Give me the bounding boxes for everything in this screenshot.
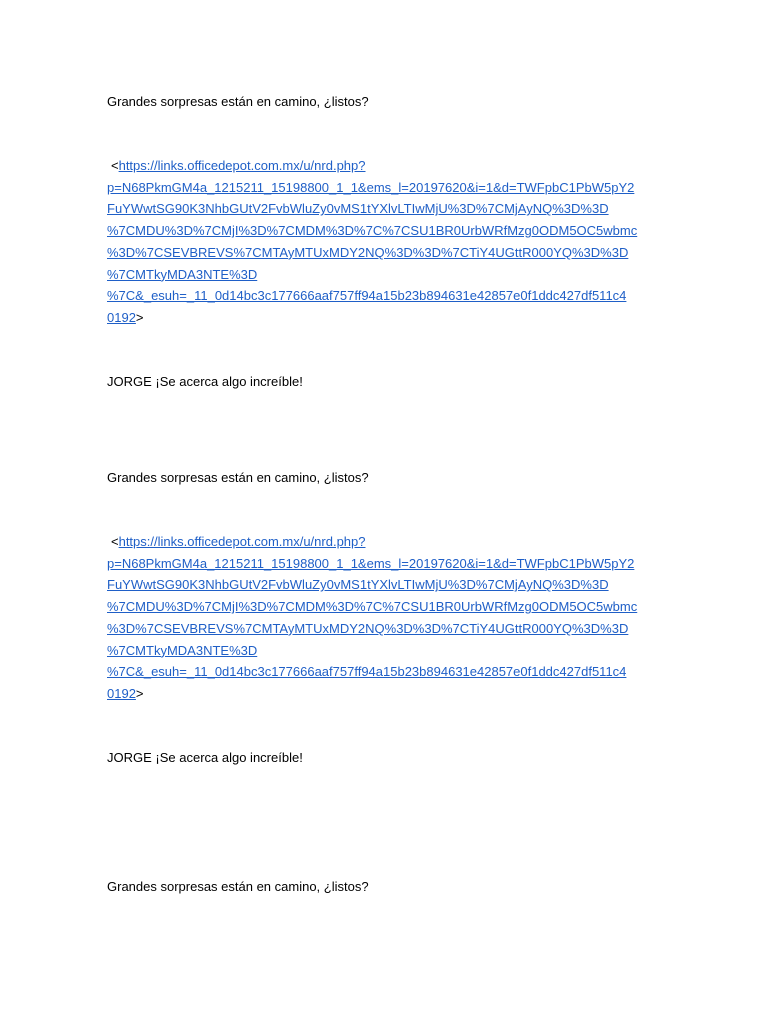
link-line: %7CMTkyMDA3NTE%3D	[107, 642, 258, 658]
officedepot-link-2[interactable]	[107, 534, 637, 701]
paragraph-teaser-1: Grandes sorpresas están en camino, ¿listos?	[107, 94, 369, 109]
link-line: p=N68PkmGM4a_1215211_15198800_1_1&ems_l=20197620&i=1&d=TWFpbC1PbW5pY2	[107, 179, 635, 195]
link-line: p=N68PkmGM4a_1215211_15198800_1_1&ems_l=20197620&i=1&d=TWFpbC1PbW5pY2	[107, 555, 635, 571]
link-line: FuYWwtSG90K3NhbGUtV2FvbWluZy0vMS1tYXlvLTIwMjU%3D%7CMjAyNQ%3D%3D	[107, 201, 609, 217]
paragraph-teaser-2: Grandes sorpresas están en camino, ¿listos?	[107, 470, 369, 485]
link-line: %3D%7CSEVBREVS%7CMTAyMTUxMDY2NQ%3D%3D%7CTiY4UGttR000YQ%3D%3D	[107, 620, 629, 636]
paragraph-teaser-3: Grandes sorpresas están en camino, ¿listos?	[107, 879, 369, 894]
link-line: https://links.officedepot.com.mx/u/nrd.php?	[118, 534, 366, 549]
link-paragraph-1	[107, 155, 667, 329]
link-line: 0192	[107, 685, 136, 701]
link-line: %7CMTkyMDA3NTE%3D	[107, 266, 258, 282]
paragraph-jorge-1: JORGE ¡Se acerca algo increíble!	[107, 374, 303, 389]
link-line: %7C&_esuh=_11_0d14bc3c177666aaf757ff94a15b23b894631e42857e0f1ddc427df511c4	[107, 288, 627, 304]
officedepot-link-1[interactable]	[107, 158, 637, 325]
link-line: 0192	[107, 309, 136, 325]
link-close-bracket: >	[135, 309, 144, 325]
link-line: %7C&_esuh=_11_0d14bc3c177666aaf757ff94a15b23b894631e42857e0f1ddc427df511c4	[107, 664, 627, 680]
link-close-bracket: >	[135, 685, 144, 701]
link-paragraph-2	[107, 531, 667, 705]
link-line: %7CMDU%3D%7CMjI%3D%7CMDM%3D%7C%7CSU1BR0UrbWRfMzg0ODM5OC5wbmc	[107, 223, 638, 239]
link-line: %3D%7CSEVBREVS%7CMTAyMTUxMDY2NQ%3D%3D%7CTiY4UGttR000YQ%3D%3D	[107, 244, 629, 260]
link-line: %7CMDU%3D%7CMjI%3D%7CMDM%3D%7C%7CSU1BR0UrbWRfMzg0ODM5OC5wbmc	[107, 599, 638, 615]
link-open-bracket: <	[111, 534, 119, 549]
link-line: FuYWwtSG90K3NhbGUtV2FvbWluZy0vMS1tYXlvLTIwMjU%3D%7CMjAyNQ%3D%3D	[107, 577, 609, 593]
link-open-bracket: <	[111, 158, 119, 173]
link-line: https://links.officedepot.com.mx/u/nrd.php?	[118, 158, 366, 173]
paragraph-jorge-2: JORGE ¡Se acerca algo increíble!	[107, 750, 303, 765]
